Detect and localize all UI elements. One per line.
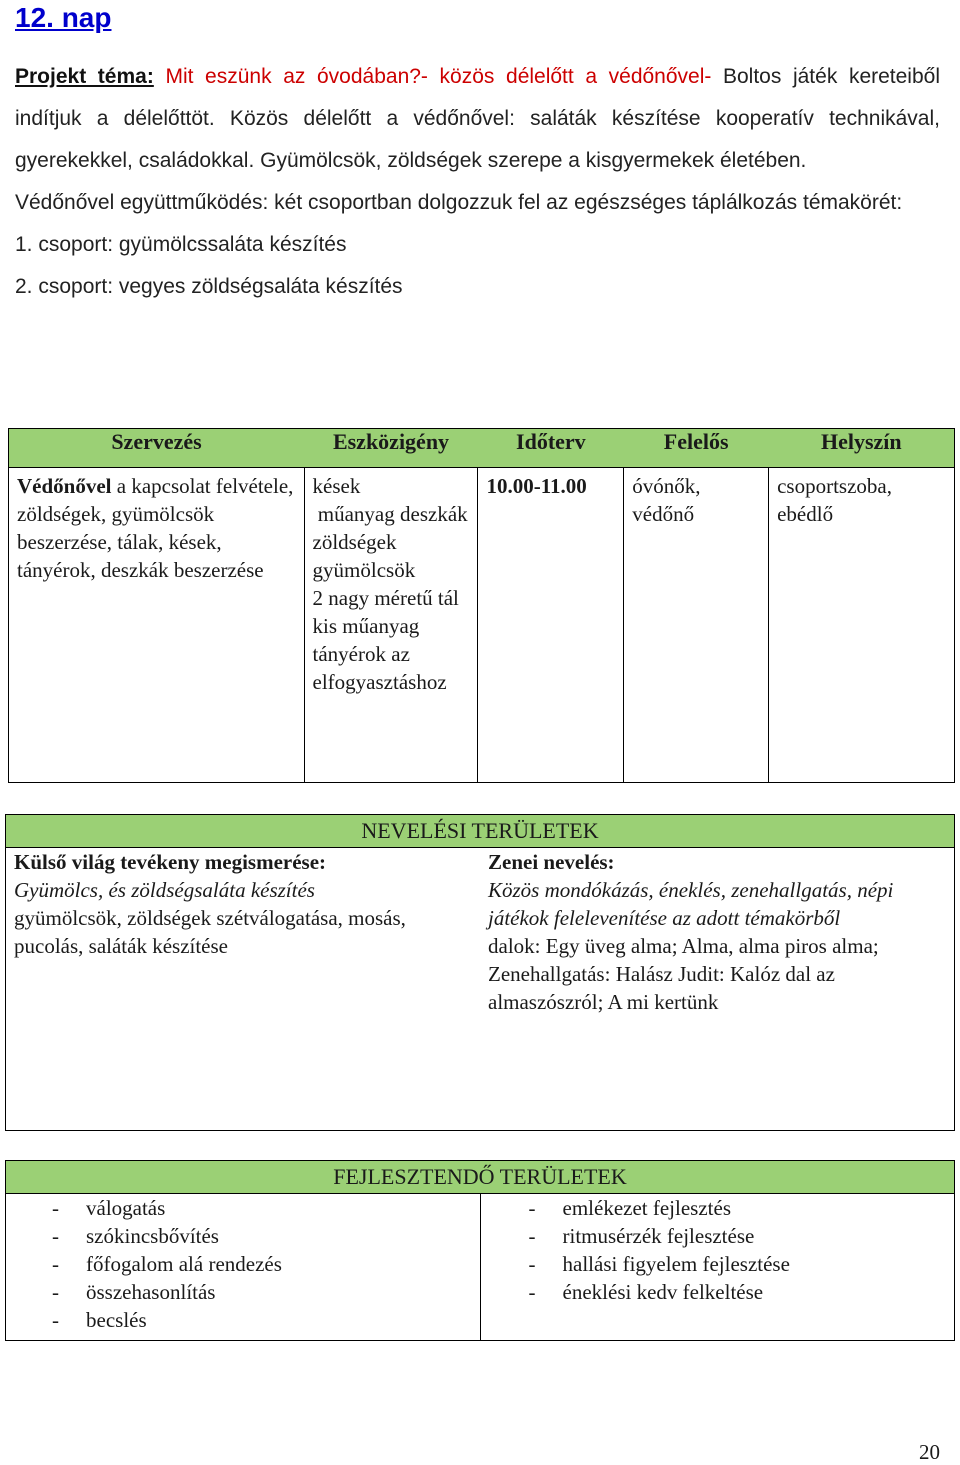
development-areas-table	[5, 1160, 955, 1341]
music-education-title: Zenei nevelés:	[488, 850, 615, 874]
development-right-cell	[480, 1194, 954, 1341]
list-item: - éneklési kedv felkeltése	[529, 1278, 946, 1306]
equipment-item: kések	[312, 474, 361, 498]
plan-table	[8, 428, 955, 783]
list-item: - szókincsbővítés	[52, 1222, 472, 1250]
equipment-item: gyümölcsök	[312, 558, 416, 582]
header-schedule: Időterv	[478, 429, 624, 468]
intro-section	[15, 56, 940, 308]
cooperation-paragraph: Védőnővel együttműködés: két csoportban dolgozzuk fel az egészséges táplálkozás témakörét:	[15, 191, 903, 214]
equipment-item: kis műanyag tányérok az elfogyasztáshoz	[312, 614, 447, 694]
education-areas-header-row	[6, 815, 955, 848]
music-education-subtitle: Közös mondókázás, éneklés, zenehallgatás, népi játékok felelevenítése az adott témakörből	[488, 878, 894, 930]
page-number: 20	[919, 1440, 940, 1464]
equipment-item: műanyag deszkák	[312, 502, 468, 526]
development-left-cell	[6, 1194, 481, 1341]
outside-world-text: gyümölcsök, zöldségek szétválogatása, mosás, pucolás, saláták készítése	[14, 906, 406, 958]
project-theme-title: Mit eszünk az óvodában?- közös délelőtt a védőnővel-	[165, 65, 712, 88]
header-responsible: Felelős	[624, 429, 769, 468]
project-theme-label: Projekt téma:	[15, 65, 154, 88]
organization-bold: Védőnővel	[17, 474, 112, 498]
list-item: - hallási figyelem fejlesztése	[529, 1250, 946, 1278]
location-cell: csoportszoba, ebédlő	[769, 468, 955, 783]
list-item: - ritmusérzék fejlesztése	[529, 1222, 946, 1250]
music-listening-text: Zenehallgatás: Halász Judit: Kalóz dal az almaszószról; A mi kertünk	[488, 962, 835, 1014]
list-item: - becslés	[52, 1306, 472, 1334]
list-item: - összehasonlítás	[52, 1278, 472, 1306]
responsible-cell: óvónők, védőnő	[624, 468, 769, 783]
header-location: Helyszín	[769, 429, 955, 468]
outside-world-subtitle: Gyümölcs, és zöldségsaláta készítés	[14, 878, 315, 902]
list-item: - főfogalom alá rendezés	[52, 1250, 472, 1278]
group-1-line: 1. csoport: gyümölcssaláta készítés	[15, 233, 347, 256]
outside-world-title: Külső világ tevékeny megismerése:	[14, 850, 327, 874]
header-equipment: Eszközigény	[304, 429, 478, 468]
education-areas-title: NEVELÉSI TERÜLETEK	[6, 815, 955, 848]
education-areas-table	[5, 814, 955, 1131]
development-areas-row	[6, 1194, 955, 1341]
page-heading: 12. nap	[15, 2, 112, 33]
list-item: - emlékezet fejlesztés	[529, 1194, 946, 1222]
group-2-line: 2. csoport: vegyes zöldségsaláta készítés	[15, 275, 403, 298]
development-right-list	[489, 1194, 946, 1306]
equipment-item: zöldségek	[312, 530, 397, 554]
project-theme-paragraph	[15, 56, 940, 182]
plan-table-header-row	[9, 429, 955, 468]
list-item: - válogatás	[52, 1194, 472, 1222]
development-left-list	[14, 1194, 472, 1334]
equipment-item: 2 nagy méretű tál	[312, 586, 459, 610]
organization-text: a kapcsolat felvétele, zöldségek, gyümölcsök beszerzése, tálak, kések, tányérok, deszkák beszerzése	[17, 474, 294, 582]
header-organization: Szervezés	[9, 429, 305, 468]
project-theme-description: Boltos játék kereteiből indítjuk a délelőttöt. Közös délelőtt a védőnővel: saláták készítése kooperatív technikával, gyerekekkel, családokkal. Gyümölcsök, zöldségek szerepe a kisgyermekek életében.	[15, 65, 940, 172]
development-areas-header-row	[6, 1161, 955, 1194]
development-areas-title: FEJLESZTENDŐ TERÜLETEK	[6, 1161, 955, 1194]
schedule-cell: 10.00-11.00	[478, 468, 624, 783]
equipment-cell	[304, 468, 478, 783]
outside-world-cell	[6, 848, 481, 1131]
education-areas-row	[6, 848, 955, 1131]
plan-table-row	[9, 468, 955, 783]
music-songs-text: dalok: Egy üveg alma; Alma, alma piros alma;	[488, 934, 879, 958]
music-education-cell	[480, 848, 955, 1131]
organization-cell	[9, 468, 305, 783]
